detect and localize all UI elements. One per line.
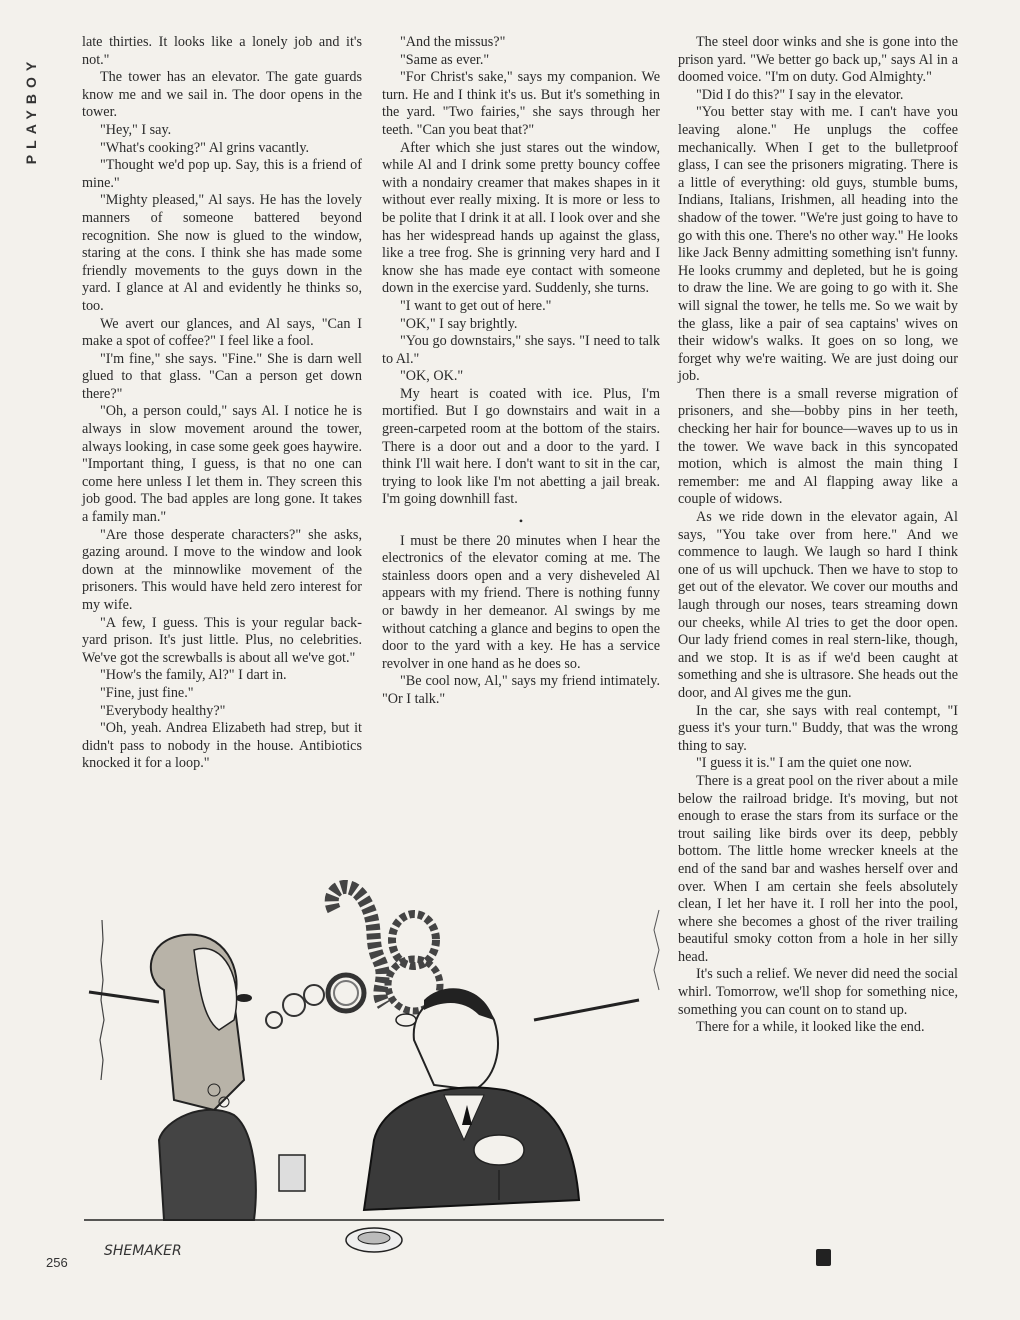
paragraph: My heart is coated with ice. Plus, I'm mortified. But I go downstairs and wait in a green-carpeted room at the bottom of the stairs. There is a door out and a door to the yard. I think I'll wait here. I don't want to sit in the car, trying to look like I'm not abetting a jail break. I'm going downhill fast. bbox=[382, 385, 660, 508]
illustration-signature: SHEMAKER bbox=[104, 1243, 182, 1259]
text-column-2 bbox=[382, 34, 660, 709]
paragraph: "What's cooking?" Al grins vacantly. bbox=[100, 139, 310, 156]
paragraph: I must be there 20 minutes when I hear the electronics of the elevator coming at me. The stainless doors open and a very disheveled Al appears with my friend. There is nothing funny or bawdy in her demeanor. Al swings by me without catching a glance and begins to open the door to the yard with a key. He has a service revolver in one hand as he does so. bbox=[382, 532, 660, 672]
paragraph: "I'm fine," she says. "Fine." She is darn well glued to that glass. "Can a person get down there?" bbox=[82, 350, 362, 402]
paragraph: "And the missus?" bbox=[400, 34, 506, 50]
paragraph: "Oh, yeah. Andrea Elizabeth had strep, but it didn't pass to nobody in the house. Antibiotics knocked it for a loop." bbox=[82, 720, 362, 772]
paragraph: "I want to get out of here." bbox=[400, 297, 552, 314]
paragraph: "You go downstairs," she says. "I need to talk to Al." bbox=[382, 333, 660, 367]
paragraph: "Everybody healthy?" bbox=[100, 702, 226, 719]
cartoon-couple-smoking-illustration bbox=[84, 880, 664, 1270]
paragraph: There is a great pool on the river about a mile below the railroad bridge. It's moving, but not enough to erase the stars from its surface or the trout sailing like birds over its deep, pebbly bottom. The little home wrecker kneels at the end of the sand bar and washes herself over and over. When I am certain she feels absolutely clean, I let her have it. I roll her into the pool, where she becomes a ghost of the river trailing beautiful smoky cotton from a hole in her silly head. bbox=[678, 772, 958, 965]
paragraph: "I guess it is." I am the quiet one now. bbox=[696, 755, 912, 772]
magazine-side-label bbox=[20, 30, 42, 190]
paragraph: The tower has an elevator. The gate guards know me and we sail in. The door opens in the tower. bbox=[82, 69, 362, 121]
paragraph: "Are those desperate characters?" she asks, gazing around. I move to the window and look down at the minnowlike movement of the prisoners. This would have held zero interest for my wife. bbox=[82, 526, 362, 613]
paragraph: There for a while, it looked like the end. bbox=[696, 1019, 925, 1036]
paragraph: After which she just stares out the window, while Al and I drink some pretty bouncy coffee with a nondairy creamer that makes shapes in it without ever really mixing. It is more or less to be polite that I drink it at all. I look over and she has her widespread hands up against the glass, like a tree frog. She is grinning very hard and I know she has made eye contact with someone down in the exercise yard. Suddenly, she turns. bbox=[382, 139, 660, 297]
paragraph: Then there is a small reverse migration of prisoners, and she—bobby pins in her teeth, checking her hair for bounce—waves up to us in the tower. We wave back in this syncopated motion, which is almost the main thing I remember: me and Al flapping away like a couple of widows. bbox=[678, 385, 958, 508]
paragraph: "Hey," I say. bbox=[100, 121, 172, 138]
paragraph: late thirties. It looks like a lonely job and it's not." bbox=[82, 34, 362, 68]
paragraph: "How's the family, Al?" I dart in. bbox=[100, 667, 287, 684]
paragraph: "For Christ's sake," says my companion. We turn. He and I think it's us. But it's something in the yard. "Two fairies," she says through her teeth. "Can you beat that?" bbox=[382, 69, 660, 138]
rabbit-head-icon bbox=[816, 1249, 831, 1266]
text-column-1 bbox=[82, 34, 362, 773]
paragraph: In the car, she says with real contempt, "I guess it's your turn." Buddy, that was the wrong thing to say. bbox=[678, 702, 958, 754]
text-column-3 bbox=[678, 34, 958, 1037]
paragraph: The steel door winks and she is gone into the prison yard. "We better go back up," says Al in a doomed voice. "I'm on duty. God Almighty." bbox=[678, 34, 958, 86]
paragraph: "Did I do this?" I say in the elevator. bbox=[696, 86, 904, 103]
paragraph: "A few, I guess. This is your regular back-yard prison. It's just little. Plus, no celebrities. We've got the screwballs is about all we've got." bbox=[82, 614, 362, 666]
paragraph: "Same as ever." bbox=[400, 51, 490, 68]
paragraph: We avert our glances, and Al says, "Can I make a spot of coffee?" I feel like a fool. bbox=[82, 315, 362, 350]
page-number: 256 bbox=[46, 1255, 68, 1270]
paragraph: As we ride down in the elevator again, Al says, "You take over from here." And we commence to laugh. We laugh so hard I think one of us will upchuck. Then we have to stop to get out of the elevator. We cover our mouths and laugh through our noses, tears streaming down our cheeks, while Al tries to get the door open. Our lady friend comes in real stern-like, though, and we stop. It is as if we'd been caught at something and she is ultrasore. She heads out the door, and Al gives me the gun. bbox=[678, 509, 958, 701]
paragraph: "Be cool now, Al," says my friend intimately. "Or I talk." bbox=[382, 673, 660, 707]
section-break: • bbox=[518, 514, 524, 529]
paragraph: "OK," I say brightly. bbox=[400, 315, 518, 332]
paragraph: "Mighty pleased," Al says. He has the lovely manners of someone battered beyond recognition. She now is glued to the window, staring at the cons. I think she has made some friendly movements to the guys down in the yard. I glance at Al and evidently he thinks so, too. bbox=[82, 192, 362, 314]
paragraph: "OK, OK." bbox=[400, 368, 464, 385]
paragraph: "Fine, just fine." bbox=[100, 684, 194, 701]
paragraph: It's such a relief. We never did need the social whirl. Tomorrow, we'll shop for something nice, something you can count on to stand up. bbox=[678, 966, 958, 1018]
magazine-name: PLAYBOY bbox=[23, 55, 40, 165]
paragraph: "Thought we'd pop up. Say, this is a friend of mine." bbox=[82, 157, 362, 191]
paragraph: "Oh, a person could," says Al. I notice he is always in slow movement around the tower, always looking, in case some geek goes haywire. "Important thing, I guess, is that no one can come here unless I let them in. They screen this job good. The bad apples are long gone. It takes a family man." bbox=[82, 403, 362, 526]
paragraph: "You better stay with me. I can't have you leaving alone." He unplugs the coffee mechanically. When I get to the bulletproof glass, I can see the prisoners migrating. There is a little of everything: old guys, stumble bums, Indians, Italians, Irishmen, all heading into the shadow of the tower. "We're just going to have to go with this one. There's no other way." He looks like Jack Benny admitting something isn't funny. He looks crummy and depleted, but he is going to draw the line. We are going to go with it. She will signal the tower, he tells me. So we wait by the glass, like a pair of sea captains' wives on their widow's walks. It goes on so long, we forget why we're waiting. We are just doing our job. bbox=[678, 104, 958, 385]
